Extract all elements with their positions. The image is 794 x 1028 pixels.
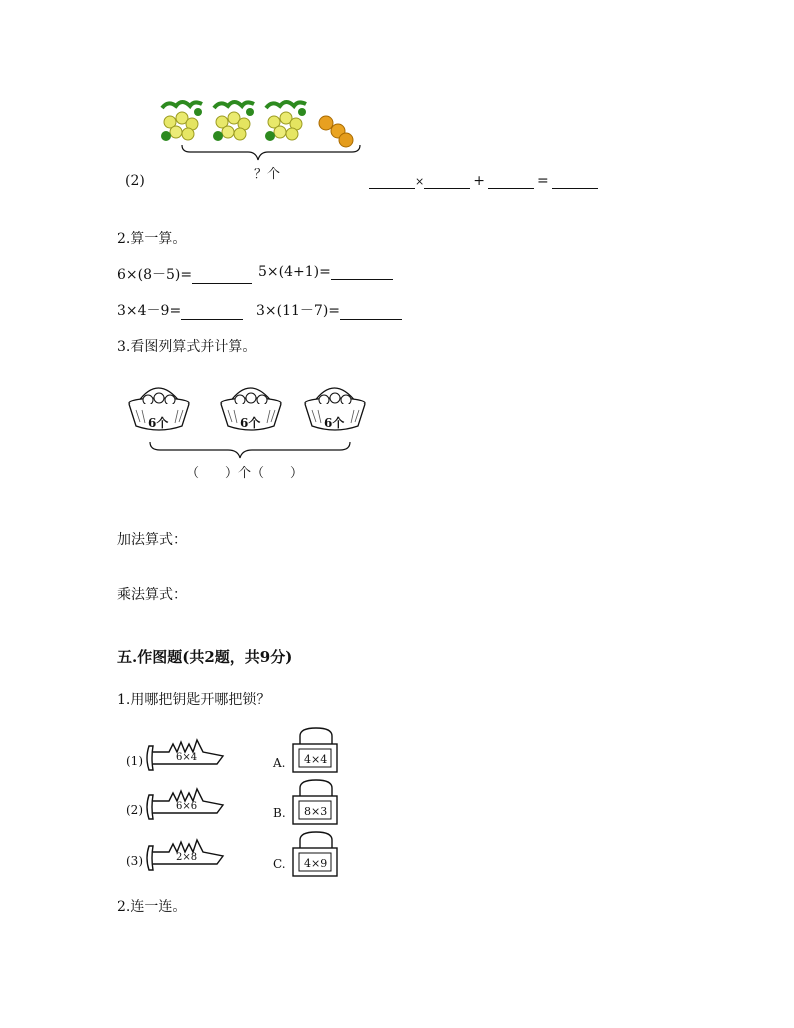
addition-label: 加法算式： — [117, 532, 187, 548]
answer-blank[interactable] — [340, 305, 402, 320]
basket-label: 6个 — [148, 416, 169, 430]
key-number: (3) — [126, 854, 143, 868]
question-text: 2.连一连。 — [117, 899, 187, 915]
key-number: (1) — [126, 754, 143, 768]
answer-blank[interactable] — [369, 174, 415, 189]
fill-equation — [369, 173, 598, 189]
answer-blank[interactable] — [181, 305, 243, 320]
section-title: 3.看图列算式并计算。 — [117, 339, 257, 355]
section-heading: 五.作图题(共2题，共9分) — [117, 648, 293, 666]
lock-expression: 4×9 — [304, 857, 328, 870]
problem-expression: 3×4－9= — [117, 303, 182, 319]
lock-letter: A. — [273, 756, 286, 770]
multiplication-label: 乘法算式： — [117, 587, 187, 603]
brace-label: （ ）个（ ） — [186, 466, 304, 481]
curly-brace — [150, 442, 350, 458]
answer-blank[interactable] — [552, 174, 598, 189]
lock-expression: 8×3 — [304, 805, 328, 818]
compute-problem — [117, 264, 252, 284]
curly-brace — [182, 145, 360, 160]
apple-cluster-1 — [161, 102, 202, 141]
key-number: (2) — [126, 803, 143, 817]
answer-blank[interactable] — [331, 265, 393, 280]
times-sign: × — [415, 175, 425, 188]
section-title: 2.算一算。 — [117, 231, 187, 247]
lock-expression: 4×4 — [304, 753, 328, 766]
basket-label: 6个 — [324, 416, 345, 430]
problem-expression: 5×(4+1)= — [258, 264, 331, 280]
compute-problem — [256, 300, 402, 320]
key-expression: 2×8 — [176, 852, 198, 863]
answer-blank[interactable] — [488, 174, 534, 189]
key-expression: 6×4 — [176, 752, 198, 763]
orange-group — [319, 116, 353, 147]
compute-problem — [258, 264, 393, 280]
question-text: 1.用哪把钥匙开哪把锁？ — [117, 692, 271, 708]
answer-blank[interactable] — [192, 269, 252, 284]
compute-problem — [117, 300, 243, 320]
brace-label: ？个 — [254, 167, 281, 182]
lock-letter: B. — [273, 806, 286, 820]
equals-sign: = — [536, 173, 549, 189]
question-number: (2) — [125, 173, 145, 189]
answer-blank[interactable] — [424, 174, 470, 189]
problem-expression: 3×(11－7)= — [256, 303, 341, 319]
apple-cluster-2 — [213, 102, 254, 141]
basket-label: 6个 — [240, 416, 261, 430]
plus-sign: + — [473, 173, 485, 189]
problem-expression: 6×(8－5)= — [117, 267, 193, 283]
key-expression: 6×6 — [176, 801, 198, 812]
lock-letter: C. — [273, 857, 286, 871]
apple-cluster-3 — [265, 102, 306, 141]
